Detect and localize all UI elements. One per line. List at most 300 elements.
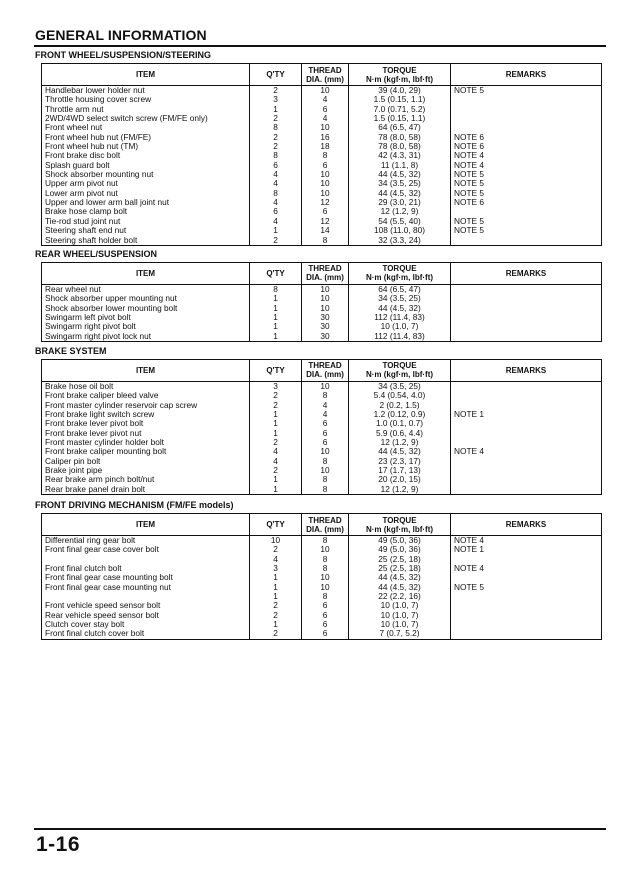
thread-dia-cell: 12 xyxy=(302,217,349,226)
torque-cell: 34 (3.5, 25) xyxy=(349,294,451,303)
thread-header-line2: DIA. (mm) xyxy=(306,74,344,84)
remarks-cell xyxy=(451,601,602,610)
item-cell: Steering shaft holder bolt xyxy=(42,236,250,246)
thread-dia-cell: 4 xyxy=(302,95,349,104)
table-row xyxy=(42,485,602,495)
item-cell: Front wheel hub nut (FM/FE) xyxy=(42,133,250,142)
thread-dia-cell: 6 xyxy=(302,105,349,114)
torque-cell: 10 (1.0, 7) xyxy=(349,601,451,610)
thread-dia-cell: 8 xyxy=(302,592,349,601)
thread-dia-cell: 8 xyxy=(302,536,349,546)
thread-dia-cell: 6 xyxy=(302,611,349,620)
column-header-remarks: REMARKS xyxy=(451,359,602,381)
torque-cell: 78 (8.0, 58) xyxy=(349,133,451,142)
table-row xyxy=(42,601,602,610)
column-header-item: ITEM xyxy=(42,359,250,381)
thread-dia-cell: 10 xyxy=(302,179,349,188)
item-cell: Rear vehicle speed sensor bolt xyxy=(42,611,250,620)
thread-dia-cell: 8 xyxy=(302,457,349,466)
thread-dia-cell: 10 xyxy=(302,583,349,592)
thread-header-line2: DIA. (mm) xyxy=(306,370,344,380)
remarks-cell: NOTE 1 xyxy=(451,545,602,554)
column-header-qty: Q'TY xyxy=(250,359,302,381)
column-header-remarks: REMARKS xyxy=(451,514,602,536)
thread-dia-cell: 8 xyxy=(302,485,349,495)
item-cell: Front final gear case cover bolt xyxy=(42,545,250,554)
torque-cell: 44 (4.5, 32) xyxy=(349,447,451,456)
table-row xyxy=(42,410,602,419)
torque-cell: 20 (2.0, 15) xyxy=(349,475,451,484)
thread-header-line1: THREAD xyxy=(308,515,342,525)
qty-cell: 1 xyxy=(250,485,302,495)
qty-cell: 1 xyxy=(250,313,302,322)
thread-dia-cell: 6 xyxy=(302,601,349,610)
remarks-cell xyxy=(451,391,602,400)
thread-dia-cell: 16 xyxy=(302,133,349,142)
table-row xyxy=(42,151,602,160)
item-cell xyxy=(42,555,250,564)
remarks-cell xyxy=(451,629,602,639)
thread-dia-cell: 6 xyxy=(302,419,349,428)
table-row xyxy=(42,419,602,428)
thread-header-line1: THREAD xyxy=(308,264,342,274)
table-row xyxy=(42,294,602,303)
remarks-cell xyxy=(451,114,602,123)
remarks-cell xyxy=(451,485,602,495)
section-title: FRONT DRIVING MECHANISM (FM/FE models) xyxy=(35,500,234,511)
column-header-item: ITEM xyxy=(42,262,250,284)
column-header-qty: Q'TY xyxy=(250,262,302,284)
thread-dia-cell: 6 xyxy=(302,629,349,639)
table-row xyxy=(42,573,602,582)
thread-dia-cell: 10 xyxy=(302,284,349,294)
table-row xyxy=(42,629,602,639)
torque-cell: 11 (1.1, 8) xyxy=(349,161,451,170)
remarks-cell: NOTE 6 xyxy=(451,198,602,207)
qty-cell: 8 xyxy=(250,189,302,198)
table-row xyxy=(42,429,602,438)
torque-cell: 10 (1.0, 7) xyxy=(349,620,451,629)
qty-cell: 2 xyxy=(250,545,302,554)
qty-cell: 1 xyxy=(250,304,302,313)
torque-cell: 42 (4.3, 31) xyxy=(349,151,451,160)
table-body xyxy=(42,536,602,640)
table-row xyxy=(42,322,602,331)
remarks-cell: NOTE 5 xyxy=(451,86,602,96)
torque-cell: 10 (1.0, 7) xyxy=(349,611,451,620)
item-cell: Front brake caliper mounting bolt xyxy=(42,447,250,456)
column-header-qty: Q'TY xyxy=(250,64,302,86)
qty-cell: 8 xyxy=(250,151,302,160)
page-title: GENERAL INFORMATION xyxy=(35,27,207,43)
remarks-cell: NOTE 1 xyxy=(451,410,602,419)
torque-cell: 1.5 (0.15, 1.1) xyxy=(349,114,451,123)
item-cell: Front wheel hub nut (TM) xyxy=(42,142,250,151)
qty-cell: 4 xyxy=(250,198,302,207)
item-cell: Handlebar lower holder nut xyxy=(42,86,250,96)
table-row xyxy=(42,226,602,235)
remarks-cell: NOTE 4 xyxy=(451,161,602,170)
manual-page xyxy=(34,27,606,644)
qty-cell: 2 xyxy=(250,629,302,639)
item-cell: Upper and lower arm ball joint nut xyxy=(42,198,250,207)
remarks-cell xyxy=(451,401,602,410)
torque-cell: 34 (3.5, 25) xyxy=(349,381,451,391)
section-title: FRONT WHEEL/SUSPENSION/STEERING xyxy=(35,50,212,60)
qty-cell: 3 xyxy=(250,564,302,573)
column-header-thread xyxy=(302,64,349,86)
column-header-qty: Q'TY xyxy=(250,514,302,536)
torque-cell: 23 (2.3, 17) xyxy=(349,457,451,466)
thread-dia-cell: 12 xyxy=(302,198,349,207)
remarks-cell xyxy=(451,105,602,114)
torque-cell: 7 (0.7, 5.2) xyxy=(349,629,451,639)
table-header xyxy=(42,64,602,86)
item-cell: Swingarm left pivot bolt xyxy=(42,313,250,322)
qty-cell: 2 xyxy=(250,86,302,96)
column-header-thread xyxy=(302,359,349,381)
thread-dia-cell: 8 xyxy=(302,391,349,400)
item-cell: Front brake lever pivot nut xyxy=(42,429,250,438)
column-header-thread xyxy=(302,514,349,536)
remarks-cell: NOTE 5 xyxy=(451,217,602,226)
qty-cell: 2 xyxy=(250,611,302,620)
item-cell: Front brake lever pivot bolt xyxy=(42,419,250,428)
table-row xyxy=(42,475,602,484)
torque-cell: 34 (3.5, 25) xyxy=(349,179,451,188)
table-row xyxy=(42,198,602,207)
table-row xyxy=(42,401,602,410)
section-title: BRAKE SYSTEM xyxy=(35,345,107,356)
qty-cell: 1 xyxy=(250,294,302,303)
qty-cell: 2 xyxy=(250,114,302,123)
qty-cell: 1 xyxy=(250,105,302,114)
column-header-item: ITEM xyxy=(42,64,250,86)
column-header-torque xyxy=(349,262,451,284)
qty-cell: 1 xyxy=(250,620,302,629)
thread-dia-cell: 10 xyxy=(302,466,349,475)
torque-cell: 12 (1.2, 9) xyxy=(349,485,451,495)
item-cell: Differential ring gear bolt xyxy=(42,536,250,546)
thread-dia-cell: 6 xyxy=(302,620,349,629)
table-body xyxy=(42,86,602,246)
item-cell: Front brake caliper bleed valve xyxy=(42,391,250,400)
table-row xyxy=(42,179,602,188)
torque-cell: 49 (5.0, 36) xyxy=(349,536,451,546)
remarks-cell xyxy=(451,304,602,313)
remarks-cell: NOTE 5 xyxy=(451,170,602,179)
table-row xyxy=(42,592,602,601)
table-row xyxy=(42,536,602,546)
table-row xyxy=(42,133,602,142)
thread-dia-cell: 10 xyxy=(302,170,349,179)
thread-dia-cell: 14 xyxy=(302,226,349,235)
remarks-cell: NOTE 6 xyxy=(451,142,602,151)
torque-cell: 29 (3.0, 21) xyxy=(349,198,451,207)
table-row xyxy=(42,381,602,391)
remarks-cell xyxy=(451,294,602,303)
torque-header-line1: TORQUE xyxy=(382,65,417,75)
spec-table xyxy=(41,63,602,246)
qty-cell: 4 xyxy=(250,217,302,226)
table-row xyxy=(42,564,602,573)
qty-cell: 4 xyxy=(250,447,302,456)
torque-cell: 54 (5.5, 40) xyxy=(349,217,451,226)
table-row xyxy=(42,457,602,466)
item-cell: Clutch cover stay bolt xyxy=(42,620,250,629)
remarks-cell: NOTE 6 xyxy=(451,133,602,142)
qty-cell: 1 xyxy=(250,332,302,342)
qty-cell: 1 xyxy=(250,475,302,484)
column-header-torque xyxy=(349,64,451,86)
item-cell: Swingarm right pivot lock nut xyxy=(42,332,250,342)
table-body xyxy=(42,381,602,494)
remarks-cell xyxy=(451,611,602,620)
thread-dia-cell: 10 xyxy=(302,294,349,303)
item-cell: Swingarm right pivot bolt xyxy=(42,322,250,331)
torque-cell: 10 (1.0, 7) xyxy=(349,322,451,331)
remarks-cell xyxy=(451,313,602,322)
table-row xyxy=(42,236,602,246)
thread-dia-cell: 6 xyxy=(302,207,349,216)
item-cell: Front master cylinder holder bolt xyxy=(42,438,250,447)
table-row xyxy=(42,438,602,447)
table-row xyxy=(42,123,602,132)
qty-cell: 8 xyxy=(250,284,302,294)
table-row xyxy=(42,189,602,198)
table-row xyxy=(42,466,602,475)
title-rule xyxy=(34,45,606,47)
table-row xyxy=(42,217,602,226)
page-number: 1-16 xyxy=(36,833,81,856)
torque-cell: 7.0 (0.71, 5.2) xyxy=(349,105,451,114)
thread-dia-cell: 4 xyxy=(302,401,349,410)
thread-dia-cell: 6 xyxy=(302,429,349,438)
table-row xyxy=(42,105,602,114)
qty-cell: 2 xyxy=(250,466,302,475)
remarks-cell xyxy=(451,207,602,216)
table-row xyxy=(42,304,602,313)
table-row xyxy=(42,86,602,96)
remarks-cell xyxy=(451,438,602,447)
table-row xyxy=(42,620,602,629)
item-cell: Brake hose clamp bolt xyxy=(42,207,250,216)
item-cell: Throttle housing cover screw xyxy=(42,95,250,104)
thread-dia-cell: 8 xyxy=(302,151,349,160)
remarks-cell xyxy=(451,592,602,601)
qty-cell: 6 xyxy=(250,207,302,216)
item-cell: Shock absorber mounting nut xyxy=(42,170,250,179)
torque-cell: 2 (0.2, 1.5) xyxy=(349,401,451,410)
remarks-cell xyxy=(451,381,602,391)
torque-cell: 12 (1.2, 9) xyxy=(349,438,451,447)
remarks-cell xyxy=(451,457,602,466)
thread-dia-cell: 6 xyxy=(302,161,349,170)
torque-cell: 44 (4.5, 32) xyxy=(349,583,451,592)
torque-cell: 5.9 (0.6, 4.4) xyxy=(349,429,451,438)
qty-cell: 2 xyxy=(250,601,302,610)
torque-cell: 25 (2.5, 18) xyxy=(349,555,451,564)
spec-table xyxy=(41,359,602,495)
torque-cell: 49 (5.0, 36) xyxy=(349,545,451,554)
item-cell: Rear brake arm pinch bolt/nut xyxy=(42,475,250,484)
qty-cell: 6 xyxy=(250,161,302,170)
thread-header-line1: THREAD xyxy=(308,361,342,371)
thread-dia-cell: 30 xyxy=(302,313,349,322)
qty-cell: 2 xyxy=(250,142,302,151)
remarks-cell xyxy=(451,620,602,629)
torque-header-line2: N·m (kgf·m, lbf·ft) xyxy=(365,370,434,380)
remarks-cell xyxy=(451,123,602,132)
remarks-cell xyxy=(451,419,602,428)
column-header-item: ITEM xyxy=(42,514,250,536)
remarks-cell xyxy=(451,555,602,564)
torque-cell: 44 (4.5, 32) xyxy=(349,189,451,198)
remarks-cell xyxy=(451,466,602,475)
column-header-torque xyxy=(349,359,451,381)
torque-cell: 44 (4.5, 32) xyxy=(349,573,451,582)
qty-cell: 1 xyxy=(250,226,302,235)
thread-dia-cell: 10 xyxy=(302,447,349,456)
section-title: REAR WHEEL/SUSPENSION xyxy=(35,248,158,259)
torque-cell: 64 (6.5, 47) xyxy=(349,123,451,132)
qty-cell: 1 xyxy=(250,583,302,592)
torque-cell: 78 (8.0, 58) xyxy=(349,142,451,151)
qty-cell: 4 xyxy=(250,457,302,466)
thread-dia-cell: 8 xyxy=(302,555,349,564)
table-row xyxy=(42,142,602,151)
qty-cell: 4 xyxy=(250,170,302,179)
table-row xyxy=(42,545,602,554)
item-cell: Rear brake panel drain bolt xyxy=(42,485,250,495)
item-cell: Upper arm pivot nut xyxy=(42,179,250,188)
thread-dia-cell: 8 xyxy=(302,236,349,246)
item-cell: Front final clutch bolt xyxy=(42,564,250,573)
torque-cell: 25 (2.5, 18) xyxy=(349,564,451,573)
qty-cell: 2 xyxy=(250,236,302,246)
thread-header-line2: DIA. (mm) xyxy=(306,273,344,283)
thread-header-line2: DIA. (mm) xyxy=(306,524,344,534)
torque-cell: 32 (3.3, 24) xyxy=(349,236,451,246)
table-row xyxy=(42,391,602,400)
table-row xyxy=(42,313,602,322)
thread-dia-cell: 4 xyxy=(302,410,349,419)
torque-cell: 39 (4.0, 29) xyxy=(349,86,451,96)
table-row xyxy=(42,284,602,294)
item-cell: Caliper pin bolt xyxy=(42,457,250,466)
torque-header-line1: TORQUE xyxy=(382,361,417,371)
torque-header-line2: N·m (kgf·m, lbf·ft) xyxy=(365,273,434,283)
table-row xyxy=(42,161,602,170)
thread-header-line1: THREAD xyxy=(308,65,342,75)
thread-dia-cell: 30 xyxy=(302,332,349,342)
torque-cell: 1.5 (0.15, 1.1) xyxy=(349,95,451,104)
qty-cell: 2 xyxy=(250,391,302,400)
item-cell: Splash guard bolt xyxy=(42,161,250,170)
thread-dia-cell: 30 xyxy=(302,322,349,331)
table-header xyxy=(42,262,602,284)
item-cell: Steering shaft end nut xyxy=(42,226,250,235)
remarks-cell xyxy=(451,332,602,342)
sections-container xyxy=(34,49,606,640)
item-cell: Front master cylinder reservoir cap screw xyxy=(42,401,250,410)
remarks-cell xyxy=(451,284,602,294)
table-row xyxy=(42,170,602,179)
thread-dia-cell: 8 xyxy=(302,475,349,484)
torque-header-line2: N·m (kgf·m, lbf·ft) xyxy=(365,74,434,84)
item-cell: Front vehicle speed sensor bolt xyxy=(42,601,250,610)
table-body xyxy=(42,284,602,341)
header-row xyxy=(42,359,602,381)
torque-cell: 1.0 (0.1, 0.7) xyxy=(349,419,451,428)
item-cell: Tie-rod stud joint nut xyxy=(42,217,250,226)
qty-cell: 4 xyxy=(250,555,302,564)
thread-dia-cell: 10 xyxy=(302,573,349,582)
remarks-cell: NOTE 4 xyxy=(451,564,602,573)
thread-dia-cell: 10 xyxy=(302,545,349,554)
item-cell: Front final gear case mounting bolt xyxy=(42,573,250,582)
qty-cell: 8 xyxy=(250,123,302,132)
item-cell: Lower arm pivot nut xyxy=(42,189,250,198)
torque-cell: 44 (4.5, 32) xyxy=(349,304,451,313)
qty-cell: 2 xyxy=(250,401,302,410)
qty-cell: 1 xyxy=(250,322,302,331)
table-header xyxy=(42,359,602,381)
table-row xyxy=(42,207,602,216)
item-cell: Brake joint pipe xyxy=(42,466,250,475)
remarks-cell: NOTE 5 xyxy=(451,226,602,235)
table-row xyxy=(42,447,602,456)
torque-cell: 112 (11.4, 83) xyxy=(349,332,451,342)
column-header-remarks: REMARKS xyxy=(451,64,602,86)
item-cell: Rear wheel nut xyxy=(42,284,250,294)
torque-header-line2: N·m (kgf·m, lbf·ft) xyxy=(365,524,434,534)
spec-table xyxy=(41,262,602,342)
table-row xyxy=(42,583,602,592)
remarks-cell: NOTE 4 xyxy=(451,447,602,456)
remarks-cell xyxy=(451,573,602,582)
remarks-cell xyxy=(451,475,602,484)
qty-cell: 3 xyxy=(250,381,302,391)
remarks-cell xyxy=(451,322,602,331)
qty-cell: 1 xyxy=(250,429,302,438)
remarks-cell: NOTE 5 xyxy=(451,583,602,592)
table-row xyxy=(42,332,602,342)
item-cell: Front brake disc bolt xyxy=(42,151,250,160)
item-cell: Front final gear case mounting nut xyxy=(42,583,250,592)
spec-table xyxy=(41,513,602,640)
thread-dia-cell: 10 xyxy=(302,123,349,132)
remarks-cell xyxy=(451,95,602,104)
torque-cell: 108 (11.0, 80) xyxy=(349,226,451,235)
item-cell: 2WD/4WD select switch screw (FM/FE only) xyxy=(42,114,250,123)
torque-cell: 12 (1.2, 9) xyxy=(349,207,451,216)
torque-cell: 17 (1.7, 13) xyxy=(349,466,451,475)
thread-dia-cell: 8 xyxy=(302,564,349,573)
qty-cell: 1 xyxy=(250,419,302,428)
bottom-rule xyxy=(34,828,606,830)
qty-cell: 2 xyxy=(250,438,302,447)
item-cell: Throttle arm nut xyxy=(42,105,250,114)
torque-cell: 22 (2.2, 16) xyxy=(349,592,451,601)
column-header-torque xyxy=(349,514,451,536)
torque-header-line1: TORQUE xyxy=(382,264,417,274)
thread-dia-cell: 4 xyxy=(302,114,349,123)
thread-dia-cell: 6 xyxy=(302,438,349,447)
header-row xyxy=(42,64,602,86)
remarks-cell: NOTE 5 xyxy=(451,189,602,198)
qty-cell: 3 xyxy=(250,95,302,104)
